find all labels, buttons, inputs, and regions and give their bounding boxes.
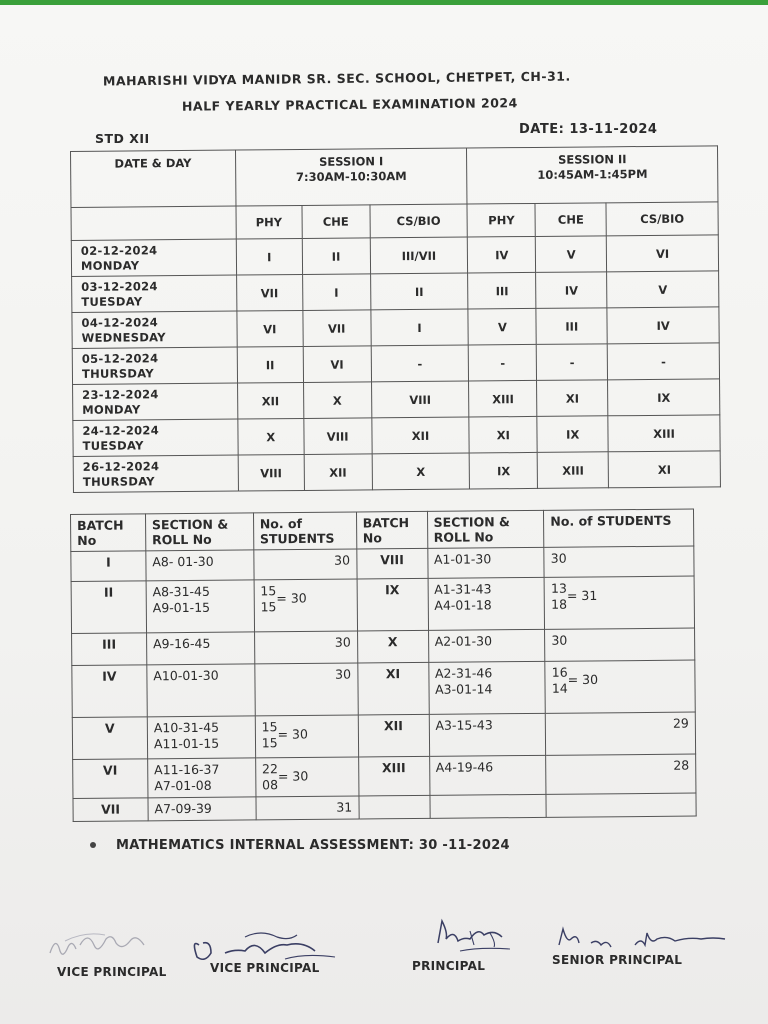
section-roll-value: A4-01-18 [434, 597, 492, 613]
section-roll-cell [146, 632, 254, 665]
batch-assignment-cell: X [303, 382, 371, 419]
practical-schedule-table [70, 145, 721, 493]
batch-assignment-cell: V [468, 308, 536, 345]
batch-assignment-cell: XIII [469, 380, 537, 417]
batch-assignment-cell: X [238, 418, 304, 455]
section-roll-value: A9-16-45 [152, 635, 211, 652]
batch-assignment-cell: IX [470, 452, 538, 489]
student-count-part: 15 [261, 735, 278, 751]
section-roll-cell [148, 758, 256, 798]
student-count-cell [546, 754, 696, 794]
section-roll-value: A2-01-30 [434, 633, 493, 649]
student-count-total: = 30 [276, 590, 307, 606]
student-count-cell [256, 796, 359, 820]
section-roll-value: A8-31-45 [152, 583, 210, 600]
batch-assignment-cell: VI [237, 310, 303, 347]
student-count-cell [544, 546, 694, 577]
batch-assignment-cell: II [302, 238, 370, 275]
batch-assignment-cell: XIII [608, 415, 720, 452]
student-count-split [552, 665, 568, 697]
standard-label: STD XII [95, 131, 150, 146]
section-roll-cell [147, 664, 255, 717]
schedule-row [71, 235, 718, 277]
student-count-part: 15 [260, 583, 277, 599]
batch-row [72, 712, 695, 759]
exam-date: 05-12-2024 [81, 350, 159, 366]
student-count-cell [254, 549, 357, 580]
student-count-total: 30 [550, 550, 567, 566]
student-count-total: 30 [335, 666, 352, 682]
batch-assignment-cell: V [536, 236, 607, 273]
schedule-row [73, 379, 720, 421]
batch-assignment-cell: XI [537, 380, 608, 417]
exam-day: TUESDAY [82, 437, 144, 453]
batch-assignment-cell: IV [536, 272, 607, 309]
section-roll-value: A3-15-43 [435, 717, 493, 733]
section-roll-header: SECTION & ROLL No [145, 513, 253, 551]
batch-assignment-cell: IX [608, 379, 720, 416]
student-count-total: 28 [673, 757, 690, 773]
batch-number: I [71, 551, 146, 582]
student-count-part: 13 [550, 580, 567, 596]
batch-assignment-cell: III [536, 308, 607, 345]
batch-assignment-cell: VIII [371, 381, 469, 418]
batch-assignment-cell: - [607, 343, 719, 380]
student-count-total: = 30 [277, 726, 308, 742]
subject-header: CS/BIO [370, 204, 468, 238]
section-roll-cell [428, 629, 545, 662]
section-roll-value: A7-01-08 [154, 777, 212, 794]
session-2-name: SESSION II [558, 152, 627, 167]
batch-assignment-cell: I [370, 309, 468, 346]
exam-date: 24-12-2024 [82, 422, 160, 438]
school-name: MAHARISHI VIDYA MANIDR SR. SEC. SCHOOL, CHETPET, CH-31. [102, 68, 571, 89]
batch-assignment-cell: XII [304, 454, 372, 491]
subject-header: PHY [236, 205, 302, 239]
batch-assignment-cell: XIII [537, 452, 608, 489]
schedule-row [72, 271, 719, 313]
student-count-part: 08 [262, 777, 279, 793]
subject-header: PHY [467, 203, 535, 237]
schedule-rows [71, 235, 720, 493]
batch-assignment-cell: X [372, 453, 470, 490]
exam-title: HALF YEARLY PRACTICAL EXAMINATION 2024 [181, 95, 518, 114]
batch-allocation-table [70, 509, 697, 822]
student-count-split [262, 719, 278, 751]
session-2-header [467, 146, 718, 204]
batch-row [72, 660, 695, 717]
student-count-split [260, 583, 276, 615]
batch-assignment-cell: IV [468, 236, 536, 273]
vice-principal-2-label: VICE PRINCIPAL [210, 961, 320, 975]
batch-number: III [72, 633, 147, 666]
section-roll-cell [430, 794, 547, 818]
signature-mark-1 [45, 923, 165, 968]
session-1-time: 7:30AM-10:30AM [295, 169, 407, 185]
signature-mark-3 [430, 913, 525, 958]
document-date: DATE: 13-11-2024 [519, 122, 658, 137]
section-roll-value: A8- 01-30 [152, 553, 214, 570]
section-roll-value: A2-31-46 [434, 665, 493, 681]
student-count-cell [544, 576, 694, 629]
batch-rows [71, 546, 696, 821]
student-count-cell [254, 579, 357, 632]
batch-assignment-cell: VIII [304, 418, 372, 455]
batch-no-header: BATCH No [71, 514, 146, 552]
student-count-split [262, 761, 278, 793]
students-header: No. of STUDENTS [544, 509, 694, 547]
batch-assignment-cell: VII [236, 274, 302, 311]
student-count-part: 18 [551, 596, 568, 612]
batch-row [71, 576, 694, 633]
schedule-row [72, 307, 719, 349]
batch-row [73, 793, 696, 821]
section-roll-cell [427, 547, 544, 578]
batch-assignment-cell: VI [606, 235, 718, 272]
vice-principal-1-label: VICE PRINCIPAL [57, 965, 167, 979]
students-header: No. of STUDENTS [253, 512, 356, 550]
section-roll-cell [147, 716, 255, 759]
batch-number: IV [72, 665, 147, 718]
math-assessment-note [90, 838, 510, 853]
section-roll-cell [429, 713, 546, 756]
batch-number [359, 795, 430, 819]
exam-day: MONDAY [82, 401, 141, 417]
student-count-split [551, 581, 567, 613]
subject-header: CS/BIO [606, 202, 718, 236]
section-roll-header: SECTION & ROLL No [427, 510, 544, 548]
section-roll-cell [146, 550, 254, 581]
batch-number: VII [73, 798, 148, 822]
bullet-icon [90, 842, 96, 848]
section-roll-value: A1-01-30 [433, 551, 492, 567]
batch-number: V [72, 717, 147, 760]
subject-header: CHE [535, 203, 606, 237]
batch-assignment-cell: VI [303, 346, 371, 383]
batch-assignment-cell: XI [469, 416, 537, 453]
batch-assignment-cell: - [469, 344, 537, 381]
section-roll-cell [428, 661, 545, 714]
batch-assignment-cell: XI [608, 451, 720, 488]
student-count-cell [255, 757, 358, 797]
section-roll-cell [428, 577, 545, 630]
batch-no-header: BATCH No [356, 511, 427, 549]
batch-number: X [357, 630, 428, 663]
date-day-cell [72, 347, 237, 384]
batch-assignment-cell: II [237, 346, 303, 383]
batch-assignment-cell: II [370, 273, 468, 310]
student-count-cell [254, 631, 357, 664]
student-count-cell [545, 628, 695, 661]
subject-header: CHE [302, 205, 370, 239]
schedule-row [72, 343, 719, 385]
exam-day: THURSDAY [81, 365, 155, 381]
batch-assignment-cell: V [607, 271, 719, 308]
student-count-cell [255, 663, 358, 716]
batch-assignment-cell: III/VII [370, 237, 468, 274]
student-count-part: 22 [261, 761, 278, 777]
date-day-cell [72, 311, 237, 348]
student-count-cell [546, 712, 696, 755]
document-page [0, 5, 768, 1024]
batch-number: VI [73, 759, 148, 799]
batch-assignment-cell: IX [537, 416, 608, 453]
student-count-total: = 30 [277, 768, 309, 784]
student-count-total: = 30 [567, 671, 599, 688]
session-1-header [235, 148, 467, 206]
batch-assignment-cell: XII [371, 417, 469, 454]
date-day-cell [73, 383, 238, 420]
section-roll-value: A10-01-30 [153, 667, 219, 684]
batch-number: XI [357, 662, 428, 715]
student-count-total: = 31 [566, 587, 598, 604]
subject-header-blank [71, 206, 236, 240]
exam-day: MONDAY [80, 257, 140, 273]
batch-assignment-cell: XII [237, 382, 303, 419]
section-roll-value: A9-01-15 [152, 599, 211, 616]
math-assessment-text: MATHEMATICS INTERNAL ASSESSMENT: 30 -11-2024 [116, 838, 510, 853]
student-count-total: 30 [334, 634, 351, 650]
student-count-part: 16 [551, 664, 568, 680]
student-count-part: 15 [261, 719, 278, 735]
section-roll-cell [146, 580, 254, 633]
batch-assignment-cell: VIII [238, 454, 304, 491]
section-roll-value: A3-01-14 [435, 681, 493, 697]
section-roll-cell [148, 797, 256, 821]
exam-date: 02-12-2024 [80, 242, 158, 258]
student-count-part: 14 [551, 680, 568, 696]
batch-assignment-cell: I [236, 238, 302, 275]
exam-date: 04-12-2024 [81, 314, 159, 330]
date-day-cell [71, 239, 236, 276]
batch-row [73, 754, 696, 798]
student-count-total: 31 [336, 799, 353, 815]
student-count-part: 15 [260, 599, 277, 615]
schedule-row [73, 451, 720, 493]
section-roll-value: A1-31-43 [434, 581, 492, 597]
batch-row [72, 628, 695, 665]
schedule-row [73, 415, 720, 457]
student-count-total: 29 [672, 715, 689, 731]
student-count-cell [546, 793, 696, 817]
batch-assignment-cell: III [468, 272, 536, 309]
batch-assignment-cell: - [536, 344, 607, 381]
section-roll-value: A7-09-39 [154, 800, 212, 817]
batch-assignment-cell: IV [607, 307, 719, 344]
batch-number: VIII [356, 548, 427, 579]
exam-day: THURSDAY [82, 473, 155, 489]
exam-date: 26-12-2024 [82, 458, 160, 474]
section-roll-value: A11-01-15 [153, 735, 220, 752]
session-1-name: SESSION I [319, 154, 384, 169]
principal-label: PRINCIPAL [412, 959, 486, 973]
student-count-total: 30 [551, 632, 568, 648]
date-day-cell [72, 275, 237, 312]
batch-assignment-cell: VII [303, 310, 371, 347]
date-day-cell [73, 455, 238, 492]
exam-date: 23-12-2024 [82, 386, 159, 402]
student-count-total: 30 [334, 552, 351, 568]
date-day-cell [73, 419, 238, 456]
senior-principal-label: SENIOR PRINCIPAL [552, 953, 683, 967]
batch-assignment-cell: I [302, 274, 370, 311]
section-roll-value: A11-16-37 [154, 761, 220, 778]
student-count-cell [255, 715, 358, 758]
date-day-header: DATE & DAY [71, 150, 236, 207]
exam-day: WEDNESDAY [81, 329, 166, 345]
section-roll-cell [429, 755, 546, 795]
batch-number: XII [358, 714, 429, 757]
batch-assignment-cell: - [371, 345, 469, 382]
section-roll-value: A10-31-45 [153, 719, 220, 736]
batch-number: XIII [358, 756, 429, 796]
student-count-cell [545, 660, 695, 713]
section-roll-value: A4-19-46 [435, 759, 494, 775]
session-2-time: 10:45AM-1:45PM [537, 166, 648, 182]
exam-date: 03-12-2024 [81, 278, 158, 294]
batch-number: IX [357, 578, 428, 631]
exam-day: TUESDAY [81, 293, 143, 309]
batch-number: II [71, 581, 146, 634]
